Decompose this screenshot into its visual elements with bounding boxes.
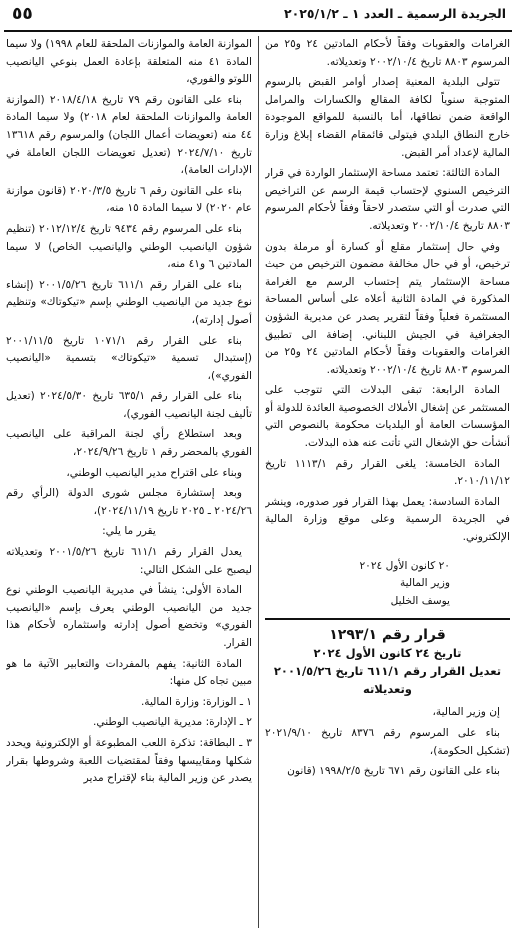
paragraph: الموازنة العامة والموازنات الملحقة للعام ١٩٩٨) ولا سيما المادة ٤١ منه المتعلقة بإعادة العمل بنوعي اليانصيب اللوتو والفوري، [6, 38, 252, 86]
paragraph: بناء على القانون رقم ٧٩ تاريخ ٢٠١٨/٤/١٨ (الموازنة العامة والموازنات الملحقة لعام ٢٠١٨) ولا سيما المادة ٤٤ منه (تعويضات أعمال اللجان) والمرسوم رقم ١٣٦١٨ تاريخ ٢٠٢٤/٧/١٠ (تعديل تعويضات اللجان العاملة في الإدارات العامة)، [6, 93, 252, 177]
definition-item: ٢ ـ الإدارة: مديرية اليانصيب الوطني. [93, 716, 252, 729]
signature-name: يوسف الخليل [390, 594, 450, 607]
paragraph: بناء على المرسوم رقم ٩٤٣٤ تاريخ ٢٠١٢/١٢/٤ (تنظيم شؤون اليانصيب الوطني واليانصيب الخاص) لا سيما المادتين ٦ و٤١ منه، [6, 222, 252, 271]
definition-item: ٣ ـ البطاقة: تذكرة اللعب المطبوعة أو الإلكترونية ويحدد شكلها ومقاييسها وفقاً لمقتضيات اللعبة وشروطها بقرار يصدر عن وزير المالية بناء لإقتراح مدير [6, 736, 252, 785]
paragraph: إن وزير المالية، [432, 706, 500, 719]
paragraph: بناء على القرار رقم ١٠٧١/١ تاريخ ٢٠٠١/١١/٥ (إستبدال تسمية «تيكوتاك» بتسمية «اليانصيب الفوري»)، [6, 334, 252, 382]
paragraph: وبعد استطلاع رأي لجنة المراقبة على اليانصيب الفوري بالمحضر رقم ١ تاريخ ٢٠٢٤/٩/٢٦، [6, 428, 252, 459]
paragraph: وبناء على اقتراح مدير اليانصيب الوطني، [66, 466, 242, 479]
decision-number: قرار رقم ١٢٩٣/١ [329, 627, 446, 644]
decision-subject-cont: وتعديلاته [363, 682, 412, 697]
paragraph: وفي حال إستثمار مقلع أو كسارة أو مرملة بدون ترخيص، أو في حال مخالفة مضمون الترخيص من حيث مساحة الإستثمار يتم إحتساب الرسم مع الغرامة المذكورة في المادة الثانية أعلاه على أساس المساحة المستثمرة فعلياً وفقاً لتقرير يصدر عن مديرية الشؤون الجغرافية في الجيش اللبناني. إضافة الى تطبيق الغرامات والعقوبات وفقاً لأحكام المادتين ٢٤ و٢٥ من المرسوم ٨٨٠٣ تاريخ ٢٠٠٢/١٠/٤ وتعديلاته. [265, 240, 510, 376]
right-column [265, 36, 510, 930]
left-column [6, 36, 252, 930]
article-5: المادة الخامسة: يلغى القرار رقم ١١١٣/١ تاريخ ٢٠١٠/١١/١٢. [265, 457, 510, 488]
decision-date: تاريخ ٢٤ كانون الأول ٢٠٢٤ [313, 646, 462, 661]
page-header [4, 4, 512, 30]
decision-subject: تعديل القرار رقم ٦١١/١ تاريخ ٢٠٠١/٥/٢٦ [273, 664, 502, 679]
paragraph: بناء على المرسوم رقم ٨٣٧٦ تاريخ ٢٠٢١/٩/١٠ (تشكيل الحكومة)، [265, 727, 510, 757]
decides-heading: يقرر ما يلي: [102, 525, 156, 538]
decision-heading [265, 618, 510, 698]
signature-block [265, 558, 510, 611]
spacer [265, 550, 510, 558]
paragraph: تتولى البلدية المعنية إصدار أوامر القبض بالرسوم المتوجبة سنوياً لكافة المقالع والكسارات والمرامل الواقعة ضمن نطاقها، أما بالنسبة للمواقع الموجودة خارج النطاق البلدي فيتولى قائمقام القضاء إبلاغ وزارة المالية لإعداد أمر القبض. [265, 76, 510, 159]
paragraph: بناء على القرار رقم ٦١١/١ تاريخ ٢٠٠١/٥/٢٦ (إنشاء نوع جديد من اليانصيب الوطني بإسم «تيكوتاك» وتنظيم أصول إدارته)، [6, 278, 252, 326]
article-4: المادة الرابعة: تبقى البدلات التي تتوجب على المستثمر عن إشغال الأملاك الخصوصية العائدة للدولة أو المؤسسات العامة أو البلديات محكومة بالنصوص التي أنشأت حق الإشغال التي تأتت عنه هذه البدلات. [265, 384, 510, 450]
paragraph: بناء على القرار رقم ٦٣٥/١ تاريخ ٢٠٢٤/٥/٣٠ (تعديل تأليف لجنة اليانصيب الفوري)، [6, 390, 252, 420]
column-divider [258, 36, 259, 928]
article-3: المادة الثالثة: تعتمد مساحة الإستثمار الواردة في قرار الترخيص السنوي لإحتساب قيمة الرسم عن التراخيص التي صدرت أو التي ستصدر لاحقاً وفقاً لأحكام المرسوم ٨٨٠٣ تاريخ ٢٠٠٢/١٠/٤ وتعديلاته. [265, 167, 510, 232]
paragraph: بناء على القانون رقم ٦٧١ تاريخ ١٩٩٨/٢/٥ (قانون [287, 765, 500, 778]
page-number: ٥٥ [12, 4, 33, 24]
paragraph: يعدل القرار رقم ٦١١/١ تاريخ ٢٠٠١/٥/٢٦ وتعديلاته ليصبح على الشكل التالي: [6, 546, 252, 576]
article-2: المادة الثانية: يفهم بالمفردات والتعابير الآتية ما هو مبين تجاه كل منها: [6, 657, 252, 688]
article-6: المادة السادسة: يعمل بهذا القرار فور صدوره، وينشر في الجريدة الرسمية وعلى موقع وزارة المالية الإلكتروني. [265, 495, 510, 544]
header-rule [4, 30, 512, 32]
signature-date: ٢٠ كانون الأول ٢٠٢٤ [359, 559, 450, 572]
paragraph: وبعد إستشارة مجلس شورى الدولة (الرأي رقم ٢٠٢٤/٢٦ ـ ٢٠٢٥ تاريخ ٢٠٢٤/١١/١٩)، [6, 487, 252, 517]
gazette-title: الجريدة الرسمية ـ العدد ١ ـ ٢٠٢٥/١/٢ [283, 6, 506, 21]
article-1: المادة الأولى: ينشأ في مديرية اليانصيب الوطني نوع جديد من اليانصيب الوطني يعرف بإسم «اليانصيب الفوري» وتخضع أصول إدارته واستثماره لأحكام هذا القرار. [6, 584, 252, 649]
paragraph: بناء على القانون رقم ٦ تاريخ ٢٠٢٠/٣/٥ (قانون موازنة عام ٢٠٢٠) لا سيما المادة ١٥ منه، [6, 184, 252, 215]
signature-role: وزير المالية [399, 577, 450, 590]
paragraph: الغرامات والعقوبات وفقاً لأحكام المادتين ٢٤ و٢٥ من المرسوم ٨٨٠٣ تاريخ ٢٠٠٢/١٠/٤ وتعديلاته. [265, 38, 510, 68]
definition-item: ١ ـ الوزارة: وزارة المالية. [140, 695, 252, 708]
